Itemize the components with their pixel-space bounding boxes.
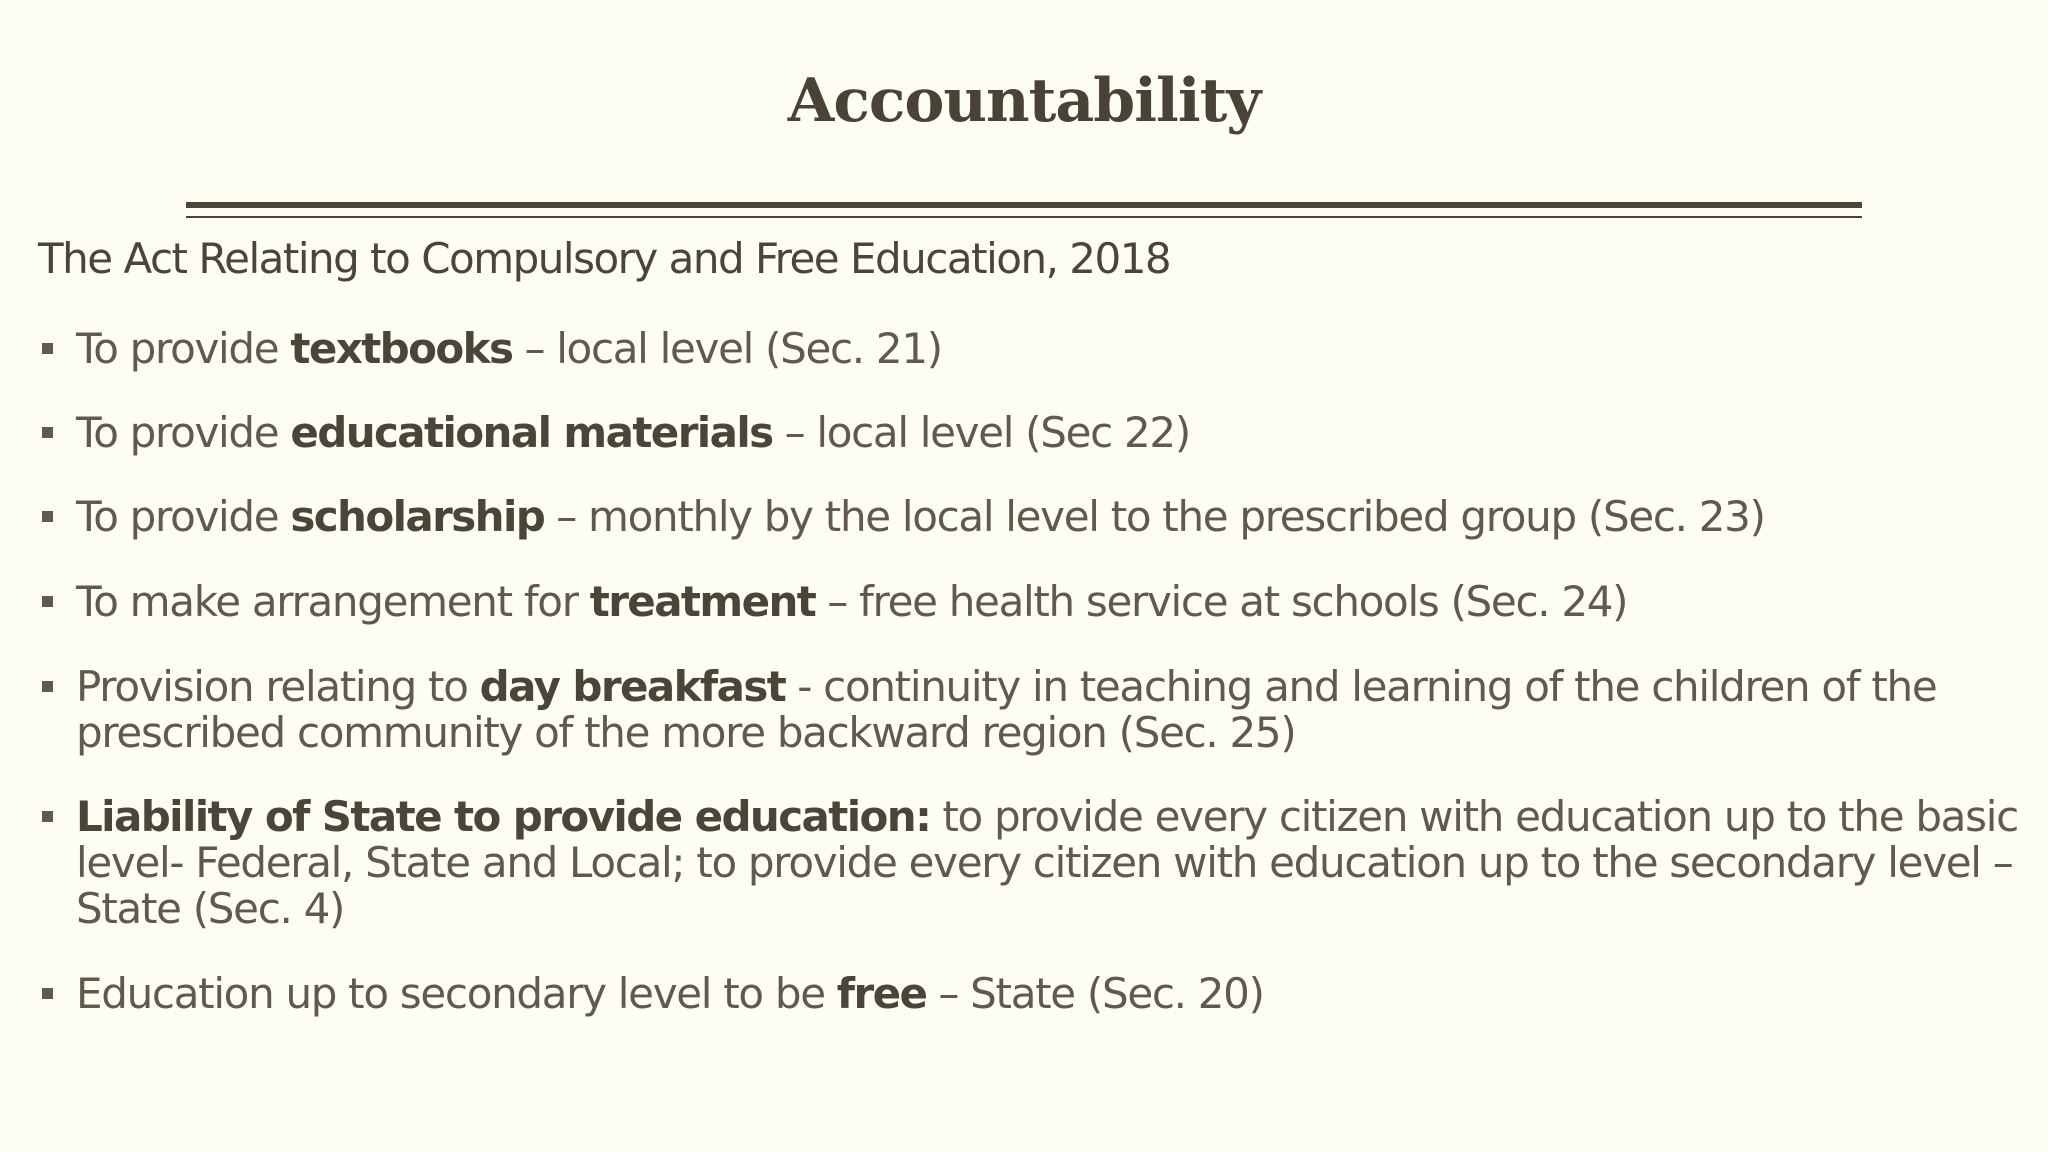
bullet-detail: – State (Sec. 20) <box>926 969 1264 1018</box>
bullet-keyword: Liability of State to provide education: <box>76 792 931 841</box>
bullet-detail: – free health service at schools (Sec. 24) <box>815 577 1628 626</box>
bullet-text: To make arrangement for <box>76 577 590 626</box>
bullet-detail: to provide every citizen with education up to the basic level- Federal, State and Local; to provide every citizen with education up to the secondary level – State (Sec. 4) <box>76 792 2018 933</box>
bullet-square-icon <box>42 343 53 354</box>
bullet-item-day-breakfast <box>38 664 2018 756</box>
bullet-keyword: scholarship <box>290 492 545 541</box>
act-heading: The Act Relating to Compulsory and Free Education, 2018 <box>38 234 1171 283</box>
bullet-text: Provision relating to <box>76 662 480 711</box>
title-divider-thick <box>186 202 1862 208</box>
bullet-text: Education up to secondary level to be <box>76 969 837 1018</box>
bullet-item-free-education <box>38 971 2018 1017</box>
bullet-square-icon <box>42 988 53 999</box>
bullet-keyword: educational materials <box>290 408 773 457</box>
bullet-square-icon <box>42 681 53 692</box>
bullet-square-icon <box>42 596 53 607</box>
bullet-keyword: treatment <box>589 577 816 626</box>
bullet-text: To provide <box>76 324 291 373</box>
bullet-keyword: day breakfast <box>479 662 786 711</box>
bullet-item-educational-materials <box>38 410 2018 456</box>
bullet-detail: – local level (Sec. 21) <box>512 324 942 373</box>
bullet-item-textbooks <box>38 326 2018 372</box>
bullet-square-icon <box>42 427 53 438</box>
bullet-text: To provide <box>76 408 291 457</box>
bullet-detail: – monthly by the local level to the prescribed group (Sec. 23) <box>544 492 1765 541</box>
bullet-item-state-liability <box>38 794 2018 932</box>
bullet-detail: - continuity in teaching and learning of the children of the prescribed community of the more backward region (Sec. 25) <box>76 662 1937 757</box>
bullet-keyword: textbooks <box>290 324 513 373</box>
slide-title: Accountability <box>787 66 1261 136</box>
bullet-square-icon <box>42 811 53 822</box>
bullet-keyword: free <box>836 969 927 1018</box>
bullet-detail: – local level (Sec 22) <box>772 408 1190 457</box>
bullet-text: To provide <box>76 492 291 541</box>
bullet-item-treatment <box>38 579 2018 625</box>
title-divider-thin <box>186 216 1862 218</box>
bullet-item-scholarship <box>38 494 2018 540</box>
bullet-square-icon <box>42 511 53 522</box>
